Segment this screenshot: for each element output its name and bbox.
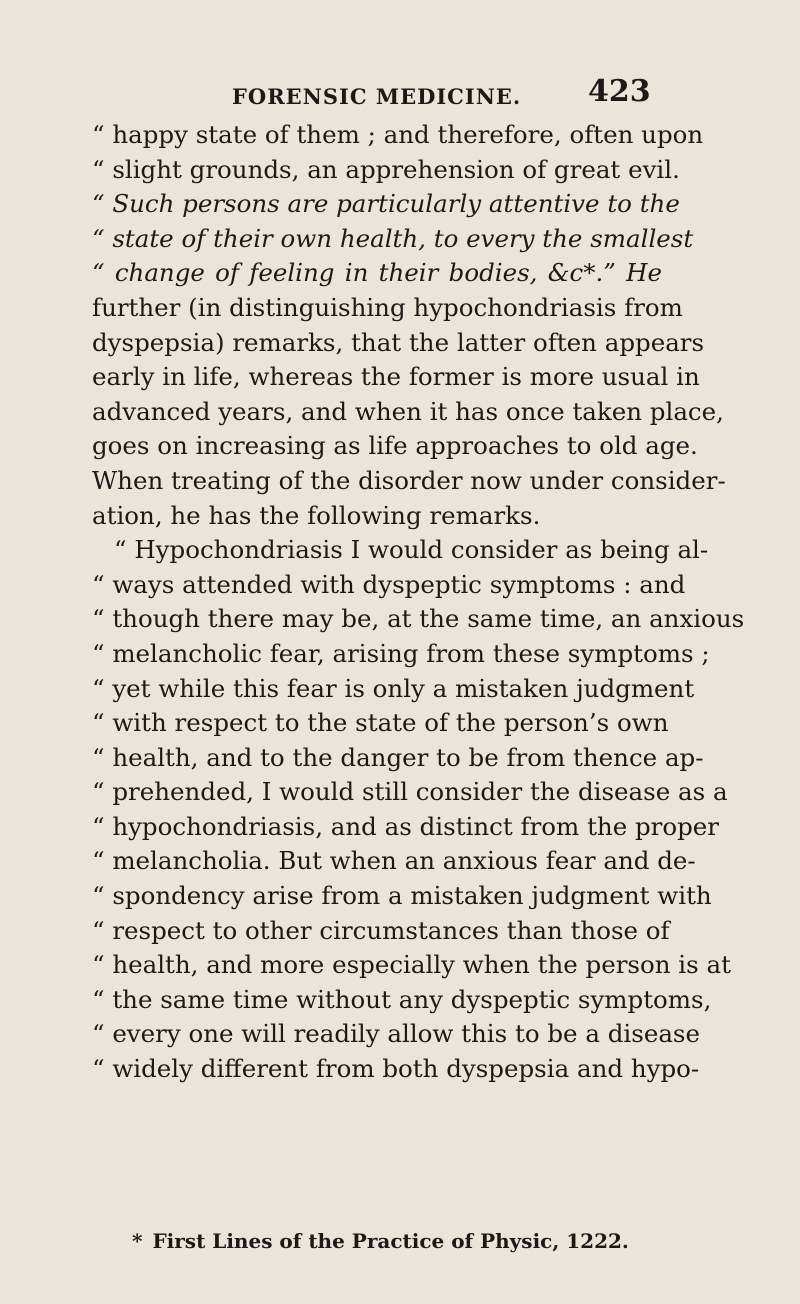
body-text — [92, 118, 745, 1087]
text-line: “ respect to other circumstances than those of — [92, 915, 670, 945]
running-head: FORENSIC MEDICINE. — [232, 84, 522, 109]
text-line: “ health, and more especially when the person is at — [92, 950, 731, 980]
page-number: 423 — [588, 74, 651, 109]
text-line: goes on increasing as life approaches to old age. — [92, 431, 698, 461]
footnote — [132, 1229, 629, 1253]
text-line: “ melancholic fear, arising from these symptoms ; — [92, 638, 710, 668]
text-line: “ melancholia. But when an anxious fear and de- — [92, 846, 696, 876]
text-line: “ spondency arise from a mistaken judgment with — [92, 881, 712, 911]
text-line: early in life, whereas the former is more usual in — [92, 362, 700, 392]
footnote-marker: * — [132, 1229, 143, 1253]
text-line: dyspepsia) remarks, that the latter often appears — [92, 327, 705, 357]
text-line: “ though there may be, at the same time, an anxious — [92, 604, 745, 634]
text-line: “ Such persons are particularly attentive to the — [92, 189, 680, 219]
text-line: “ hypochondriasis, and as distinct from the proper — [92, 811, 720, 841]
text-line: “ with respect to the state of the person’s own — [92, 708, 669, 738]
text-line: “ happy state of them ; and therefore, often upon — [92, 120, 704, 149]
text-line: “ every one will readily allow this to be a disease — [92, 1019, 701, 1049]
text-line: “ the same time without any dyspeptic symptoms, — [92, 984, 712, 1014]
text-line: “ yet while this fear is only a mistaken judgment — [92, 673, 695, 703]
text-line: “ state of their own health, to every the smallest — [92, 223, 694, 253]
text-line: “ widely different from both dyspepsia and hypo- — [92, 1054, 700, 1084]
footnote-text: First Lines of the Practice of Physic, 1222. — [152, 1229, 629, 1253]
text-line: When treating of the disorder now under consider- — [92, 465, 726, 495]
text-line: “ health, and to the danger to be from thence ap- — [92, 742, 704, 772]
text-line: “ change of feeling in their bodies, &c*.” He — [92, 258, 662, 288]
text-line: “ slight grounds, an apprehension of great evil. — [92, 154, 680, 184]
text-line: further (in distinguishing hypochondriasis from — [92, 292, 683, 322]
text-line: “ prehended, I would still consider the disease as a — [92, 777, 728, 807]
text-line: advanced years, and when it has once taken place, — [92, 396, 724, 426]
text-line: ation, he has the following remarks. — [92, 500, 541, 530]
text-line: “ ways attended with dyspeptic symptoms : and — [92, 569, 686, 599]
text-line: “ Hypochondriasis I would consider as being al- — [114, 535, 709, 565]
